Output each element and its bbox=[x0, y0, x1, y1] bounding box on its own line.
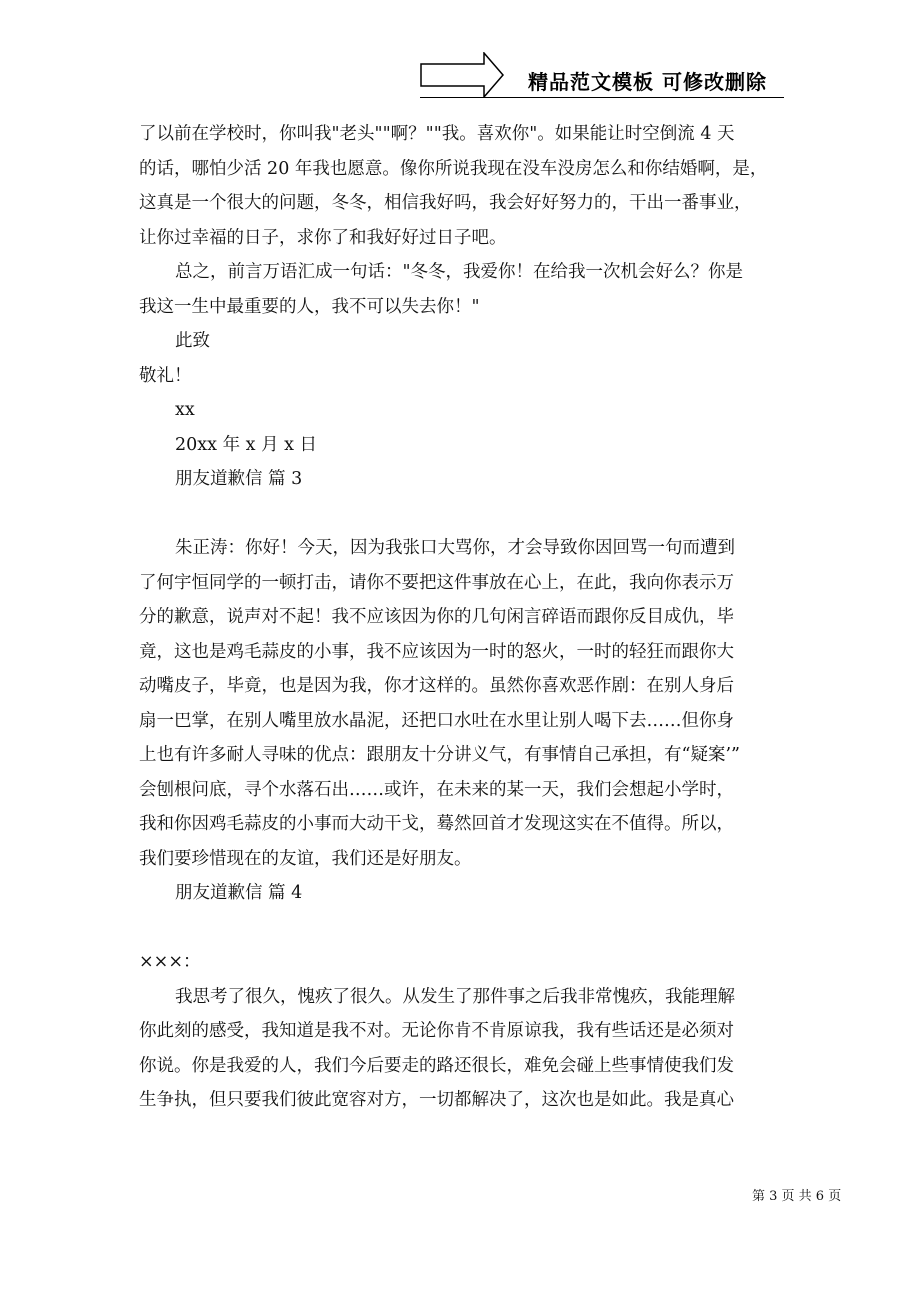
body-line: 会刨根问底，寻个水落石出……或许，在未来的某一天，我们会想起小学时， bbox=[139, 779, 734, 800]
body-line: 这真是一个很大的问题，冬冬，相信我好吗，我会好好努力的，干出一番事业， bbox=[139, 193, 752, 213]
closing-line: 此致 bbox=[175, 331, 210, 351]
body-line: 了何宇恒同学的一顿打击，请你不要把这件事放在心上，在此，我向你表示万 bbox=[139, 572, 734, 593]
body-line: 我和你因鸡毛蒜皮的小事而大动干戈，蓦然回首才发现这实在不值得。所以， bbox=[139, 814, 734, 834]
section-heading: 朋友道歉信 篇 3 bbox=[175, 469, 303, 489]
body-line: 扇一巴掌，在别人嘴里放水晶泥，还把口水吐在水里让别人喝下去……但你身 bbox=[139, 710, 734, 731]
body-line: 生争执，但只要我们彼此宽容对方，一切都解决了，这次也是如此。我是真心 bbox=[139, 1090, 734, 1110]
body-line: 我思考了很久，愧疚了很久。从发生了那件事之后我非常愧疚，我能理解 bbox=[175, 986, 735, 1007]
signature: xx bbox=[175, 400, 195, 420]
body-line: 的话，哪怕少活 20 年我也愿意。像你所说我现在没车没房怎么和你结婚啊，是， bbox=[139, 158, 768, 179]
body-line: 朱正涛：你好！今天，因为我张口大骂你，才会导致你因回骂一句而遭到 bbox=[175, 538, 735, 558]
letter-body bbox=[139, 117, 789, 1118]
body-line: 让你过幸福的日子，求你了和我好好过日子吧。 bbox=[139, 227, 507, 248]
salutation: ×××： bbox=[139, 952, 201, 972]
body-line: 总之，前言万语汇成一句话："冬冬，我爱你！在给我一次机会好么？你是 bbox=[175, 262, 744, 282]
header-title: 精品范文模板 可修改删除 bbox=[528, 70, 767, 94]
body-line: 竟，这也是鸡毛蒜皮的小事，我不应该因为一时的怒火，一时的轻狂而跟你大 bbox=[139, 641, 734, 662]
body-line: 动嘴皮子，毕竟，也是因为我，你才这样的。虽然你喜欢恶作剧：在别人身后 bbox=[139, 676, 734, 696]
body-line: 你此刻的感受，我知道是我不对。无论你肯不肯原谅我，我有些话还是必须对 bbox=[139, 1021, 734, 1041]
header-divider bbox=[420, 97, 784, 98]
body-line: 了以前在学校时，你叫我"老头""啊？""我。喜欢你"。如果能让时空倒流 4 天 bbox=[139, 124, 735, 144]
page-header bbox=[0, 0, 920, 100]
body-line: 我们要珍惜现在的友谊，我们还是好朋友。 bbox=[139, 848, 472, 869]
spacer bbox=[139, 497, 789, 532]
arrow-right-icon bbox=[420, 52, 504, 98]
date-line: 20xx 年 x 月 x 日 bbox=[175, 434, 318, 455]
body-line: 我这一生中最重要的人，我不可以失去你！" bbox=[139, 296, 480, 317]
body-line: 分的歉意，说声对不起！我不应该因为你的几句闲言碎语而跟你反目成仇，毕 bbox=[139, 607, 734, 627]
closing-line: 敬礼！ bbox=[139, 365, 192, 386]
body-line: 你说。你是我爱的人，我们今后要走的路还很长，难免会碰上些事情使我们发 bbox=[139, 1055, 734, 1076]
body-line: 上也有许多耐人寻味的优点：跟朋友十分讲义气，有事情自己承担，有“疑案’” bbox=[139, 745, 740, 765]
spacer bbox=[139, 911, 789, 946]
page-number: 第 3 页 共 6 页 bbox=[752, 1189, 842, 1204]
section-heading: 朋友道歉信 篇 4 bbox=[175, 883, 303, 903]
